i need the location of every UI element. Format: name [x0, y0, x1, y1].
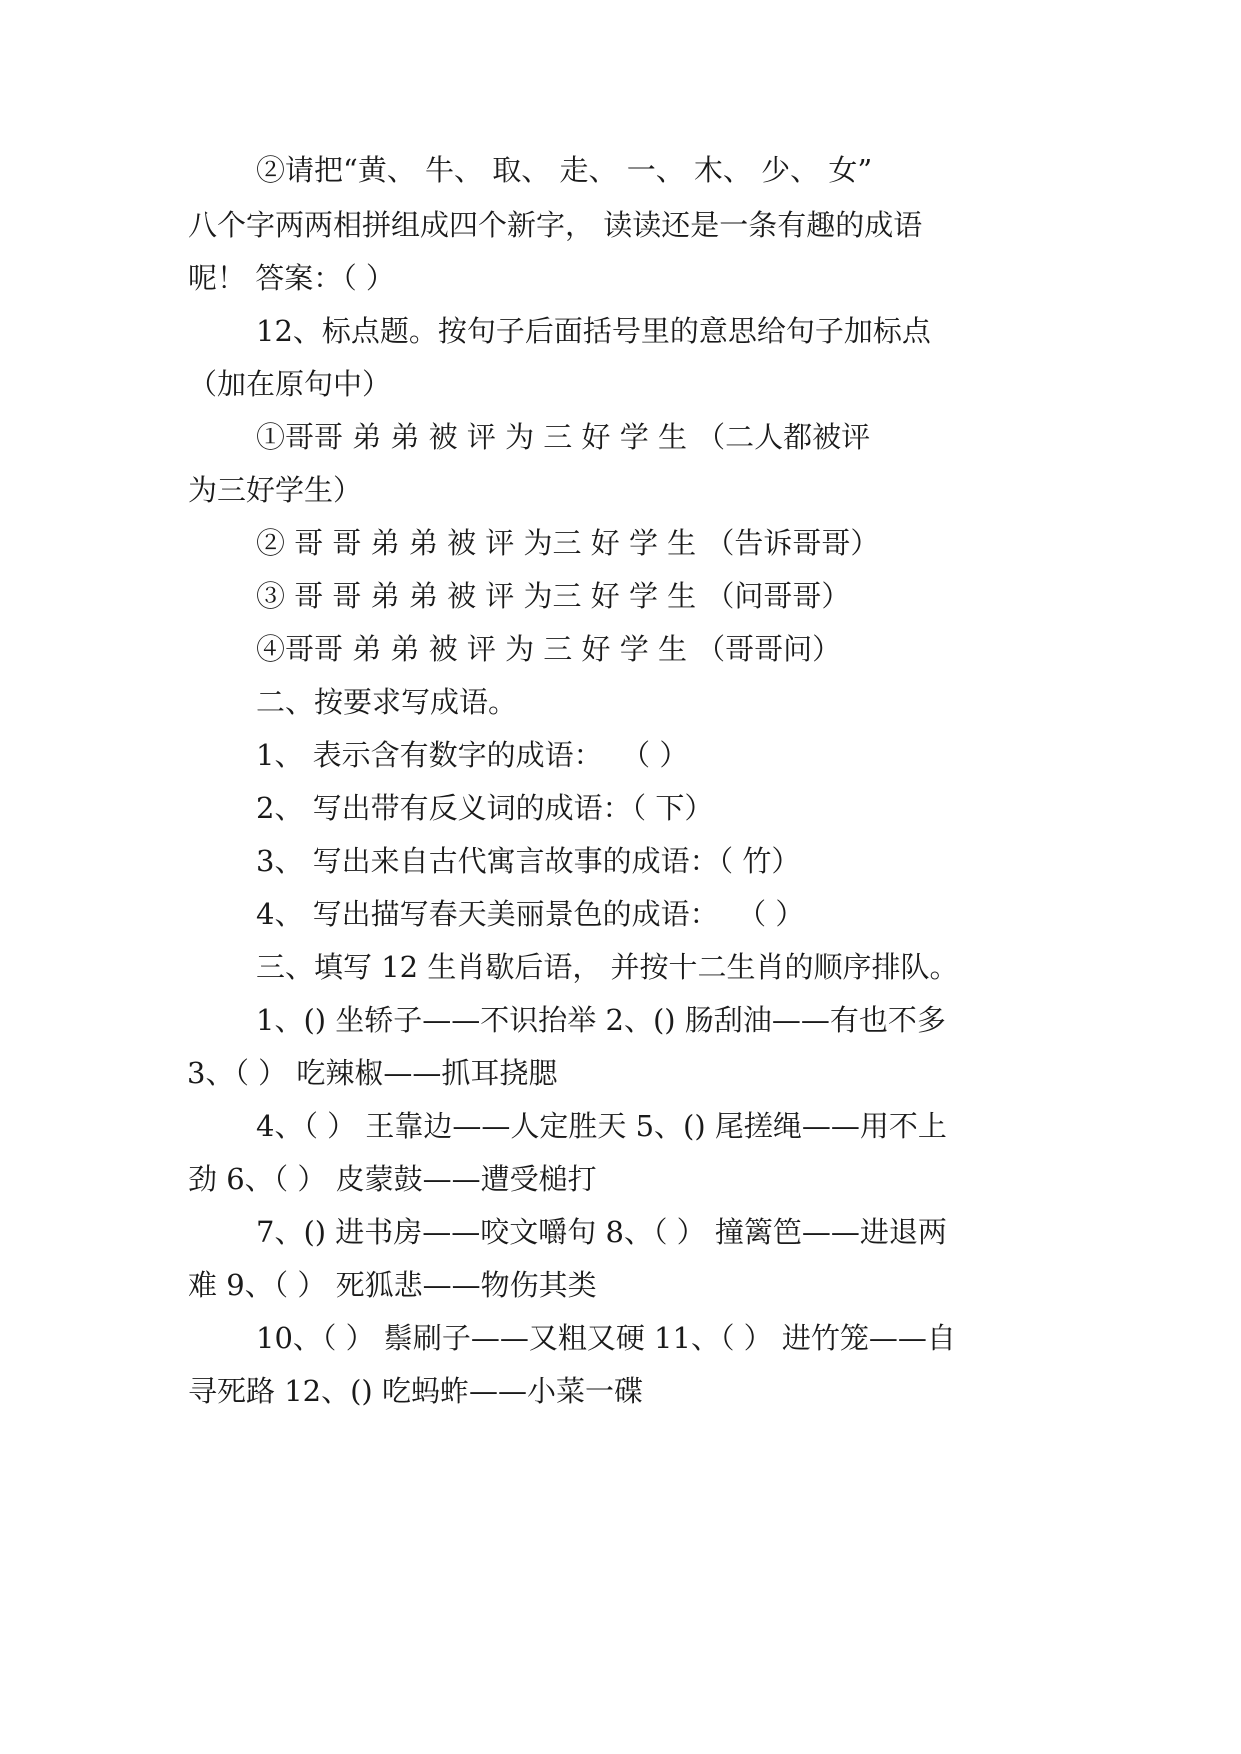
- text-line: 3、（ ） 吃辣椒——抓耳挠腮: [187, 1056, 558, 1090]
- text-line: 劲 6、（ ） 皮蒙鼓——遭受槌打: [188, 1162, 597, 1196]
- text-line: 12、标点题。按句子后面括号里的意思给句子加标点: [256, 314, 931, 348]
- text-line: 4、（ ） 王靠边——人定胜天 5、() 尾搓绳——用不上: [256, 1109, 947, 1143]
- text-line: 3、 写出来自古代寓言故事的成语：（ 竹）: [256, 844, 801, 878]
- text-line: ①哥哥 弟 弟 被 评 为 三 好 学 生 （二人都被评: [256, 420, 871, 454]
- text-line: ③ 哥 哥 弟 弟 被 评 为三 好 学 生 （问哥哥）: [256, 579, 851, 613]
- text-line: 4、 写出描写春天美丽景色的成语： （ ）: [256, 897, 805, 931]
- text-line: （加在原句中）: [188, 367, 392, 401]
- text-line: 难 9、（ ） 死狐悲——物伤其类: [188, 1268, 597, 1302]
- text-line: 7、() 进书房——咬文嚼句 8、（ ） 撞篱笆——进退两: [256, 1215, 947, 1249]
- text-line: ②请把“黄、 牛、 取、 走、 一、 木、 少、 女”: [256, 153, 873, 187]
- section-heading: 三、填写 12 生肖歇后语， 并按十二生肖的顺序排队。: [256, 950, 959, 984]
- text-line: 八个字两两相拼组成四个新字， 读读还是一条有趣的成语: [188, 208, 923, 242]
- text-line: ② 哥 哥 弟 弟 被 评 为三 好 学 生 （告诉哥哥）: [256, 526, 880, 560]
- text-line: 1、() 坐轿子——不识抬举 2、() 肠刮油——有也不多: [256, 1003, 946, 1037]
- section-heading: 二、按要求写成语。: [256, 685, 518, 719]
- text-line: 寻死路 12、() 吃蚂蚱——小菜一碟: [188, 1374, 643, 1408]
- text-line: 呢！ 答案：（ ）: [188, 261, 395, 295]
- text-line: 2、 写出带有反义词的成语：（ 下）: [256, 791, 714, 825]
- text-line: 10、（ ） 鬃刷子——又粗又硬 11、（ ） 进竹笼——自: [256, 1321, 956, 1355]
- text-line: ④哥哥 弟 弟 被 评 为 三 好 学 生 （哥哥问）: [256, 632, 842, 666]
- text-line: 为三好学生）: [188, 473, 363, 507]
- text-line: 1、 表示含有数字的成语： （ ）: [256, 738, 689, 772]
